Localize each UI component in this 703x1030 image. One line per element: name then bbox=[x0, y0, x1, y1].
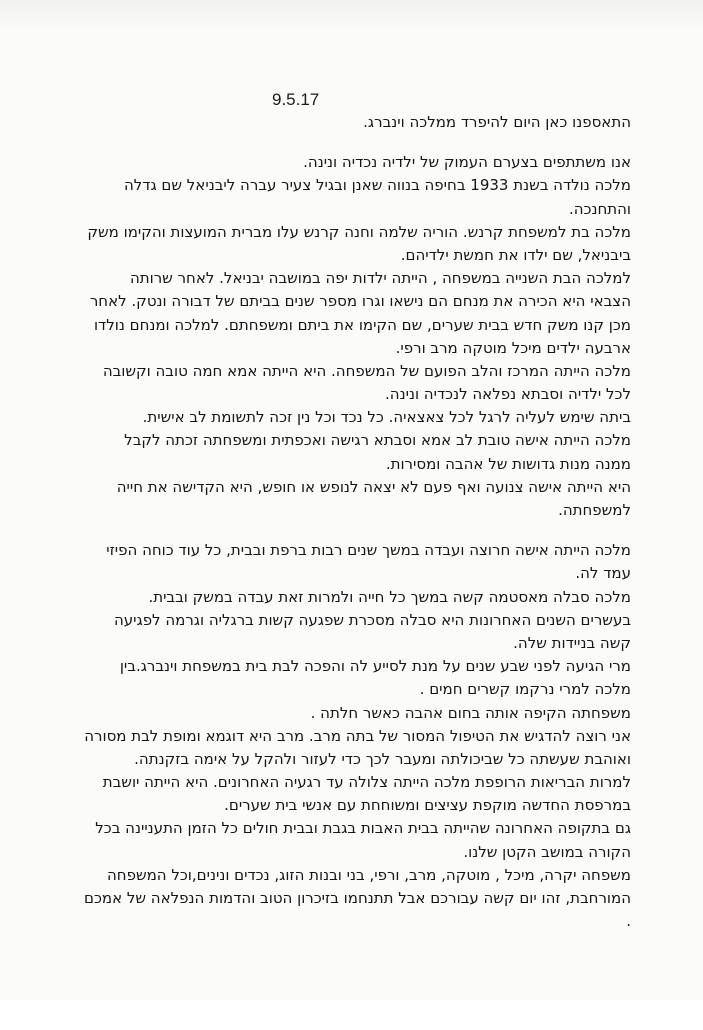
text-line: היא הייתה אישה צנועה ואף פעם לא יצאה לנופש או חופש, היא הקדישה את חייה bbox=[116, 477, 631, 496]
blank-line bbox=[71, 522, 631, 539]
text-line: מלכה הייתה אישה טובת לב אמא וסבתא רגישה ואכפתית ומשפחתה זכתה לקבל bbox=[124, 431, 631, 450]
blank-line bbox=[71, 990, 631, 1007]
text-line: הקורה במושב הקטן שלנו. bbox=[463, 842, 631, 861]
text-line: אנו משתתפים בצערם העמוק של ילדיה נכדיה ונינה. bbox=[303, 153, 631, 172]
text-line: ממנה מנות גדושות של אהבה ומסירות. bbox=[385, 454, 631, 473]
text-line: משפחה יקרה, מיכל , מוטקה, מרב, ורפי, בני ובנות הזוג, נכדים ונינים,וכל המשפחה bbox=[106, 865, 631, 884]
text-line: במרפסת החדשה מוקפת עציצים ומשוחחת עם אנשי בית שערים. bbox=[224, 796, 631, 815]
text-line: ואוהבת שעשתה כל שביכולתה ומעבר לכך כדי לעזור ולהקל על אימה בזקנתה. bbox=[134, 749, 631, 768]
text-line: מרי הגיעה לפני שבע שנים על מנת לסייע לה והפכה לבת בית במשפחת וינברג.בין bbox=[119, 657, 631, 676]
text-line: ביתה שימש לעליה לרגל לכל צאצאיה. כל נכד וכל נין זכה לתשומת לב אישית. bbox=[142, 408, 631, 427]
text-line: . bbox=[626, 912, 631, 931]
text-line: מכן קנו משק חדש בבית שערים, שם הקימו את ביתם ומשפחתם. למלכה ומנחם נולדו bbox=[93, 315, 631, 334]
letter-date: 9.5.17 bbox=[272, 90, 320, 109]
signature-line bbox=[71, 967, 631, 990]
text-line bbox=[71, 933, 631, 956]
blank-line bbox=[71, 134, 631, 151]
text-line: מלכה הייתה אישה חרוצה ועבדה במשך שנים רבות ברפת ובבית, כל עוד כוחה הפיזי bbox=[106, 541, 631, 560]
text-line: גם בתקופה האחרונה שהייתה בבית האבות בגבת ובבית חולים כל הזמן התעניינה בכל bbox=[95, 819, 631, 838]
author-line bbox=[71, 1007, 631, 1030]
text-line: למרות הבריאות הרופפת מלכה הייתה צלולה עד רגעיה האחרונים. היא הייתה יושבת bbox=[102, 773, 631, 792]
blank-line bbox=[71, 957, 631, 967]
text-line: לכל ילדיה וסבתא נפלאה לנכדיה ונינה. bbox=[385, 385, 631, 404]
text-line: מלכה למרי נרקמו קשרים חמים . bbox=[419, 680, 631, 699]
text-line: המורחבת, זהו יום קשה עבורכם אבל תתנחמו בזיכרון הטוב והדמות הנפלאה של אמכם bbox=[84, 889, 631, 907]
text-line: למשפחתה. bbox=[558, 501, 631, 519]
text-line: הצבאי היא הכירה את מנחם הם נישאו וגרו מספר שנים בביתם של דבורה ונטק. לאחר bbox=[89, 292, 631, 311]
text-line: משפחתה הקיפה אותה בחום אהבה כאשר חלתה . bbox=[310, 703, 631, 722]
text-line: למלכה הבת השנייה במשפחה , הייתה ילדות יפה במושבה יבניאל. לאחר שרותה bbox=[129, 269, 631, 288]
text-line: עמד לה. bbox=[575, 564, 631, 583]
text-line: אני רוצה להדגיש את הטיפול המסור של בתה מרב. מרב היא דוגמא ומופת לבת מסורה bbox=[84, 726, 631, 745]
text-line: קשה בניידות שלה. bbox=[513, 633, 631, 652]
scan-top-shade bbox=[0, 0, 703, 32]
text-line: מלכה סבלה מאסטמה קשה במשך כל חייה ולמרות זאת עבדה במשק ובבית. bbox=[148, 587, 631, 606]
text-line: התאספנו כאן היום להיפרד ממלכה וינברג. bbox=[363, 113, 631, 131]
text-line: בעשרים השנים האחרונות היא סבלה מסכרת שפגעה קשות ברגליה וגרמה לפגיעה bbox=[113, 610, 631, 629]
text-line: מלכה בת למשפחת קרנש. הוריה שלמה וחנה קרנש עלו מברית המועצות והקימו משק bbox=[87, 222, 631, 241]
text-line: ביבניאל, שם ילדו את חמשת ילדיהם. bbox=[400, 245, 631, 264]
text-line: מלכה הייתה המרכז והלב הפועם של המשפחה. היא הייתה אמא חמה טובה וקשובה bbox=[102, 361, 631, 380]
text-line: והתחנכה. bbox=[568, 199, 631, 218]
text-line: ארבעה ילדים מיכל מוטקה מרב ורפי. bbox=[395, 338, 631, 357]
text-line: מלכה נולדה בשנת 1933 בחיפה בנווה שאנן ובגיל צעיר עברה ליבניאל שם גדלה bbox=[123, 176, 631, 195]
letter-body bbox=[71, 111, 631, 1030]
